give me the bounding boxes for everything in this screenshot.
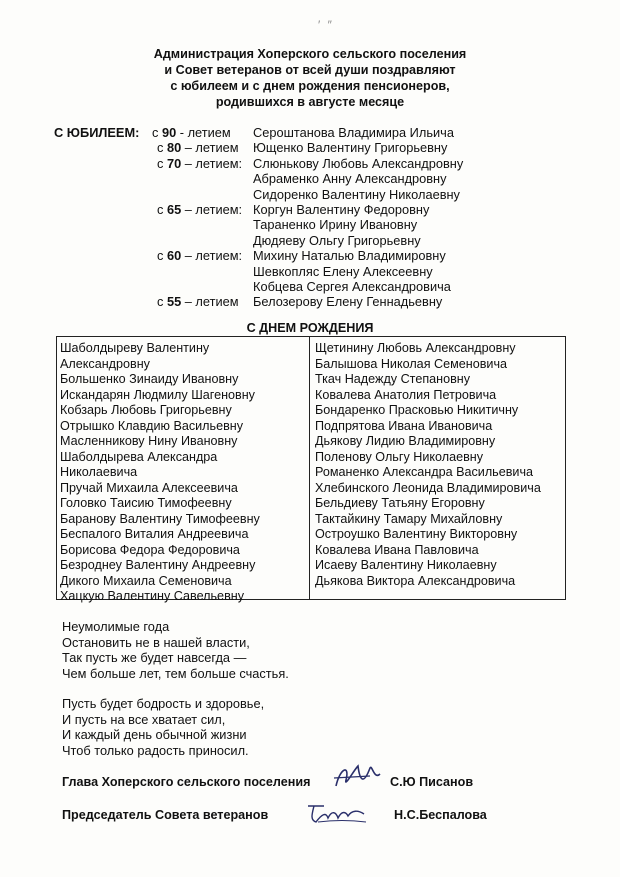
handwritten-signature-icon xyxy=(304,800,370,826)
birthday-column-left xyxy=(60,341,306,605)
poem-line: Чтоб только радость приносил. xyxy=(62,742,249,758)
jubilee-name: Коргун Валентину Федоровну xyxy=(253,202,430,217)
header-line: родившихся в августе месяце xyxy=(215,95,405,109)
poem-line: И пусть на все хватает сил, xyxy=(62,711,226,727)
poem-line: Остановить не в нашей власти, xyxy=(62,634,250,650)
list-item: Безроднеу Валентину Андреевну xyxy=(60,558,256,572)
jubilee-name: Белозерову Елену Геннадьевну xyxy=(253,294,443,310)
table-divider xyxy=(309,337,310,599)
list-item: Поленову Ольгу Николаевну xyxy=(315,449,484,464)
jubilee-name: Кобцева Сергея Александровича xyxy=(253,278,451,294)
list-item: Ковалева Ивана Павловича xyxy=(315,542,479,557)
list-item: Шаболдыреву Валентину xyxy=(60,341,210,355)
jubilee-names xyxy=(253,156,463,202)
list-item: Дьякова Виктора Александровича xyxy=(315,573,516,588)
list-item: Отрышко Клавдию Васильевну xyxy=(60,418,244,433)
birthday-column-right xyxy=(315,341,563,589)
list-item: Хлебинского Леонида Владимировича xyxy=(315,480,541,495)
list-item: Пручай Михаила Алексеевича xyxy=(60,480,238,495)
jubilee-age-label: с 90 - летием xyxy=(152,125,231,140)
list-item: Головко Таисию Тимофеевну xyxy=(60,496,232,510)
scan-mark: ′ ″ xyxy=(318,18,334,32)
list-item: Романенко Александра Васильевича xyxy=(315,465,534,479)
poem-line: Чем больше лет, тем больше счастья. xyxy=(62,665,289,681)
list-item: Тактайкину Тамару Михайловну xyxy=(315,511,503,526)
list-item: Большенко Зинаиду Ивановну xyxy=(60,372,239,386)
handwritten-signature-icon xyxy=(330,760,386,794)
jubilee-name: Дюдяеву Ольгу Григорьевну xyxy=(253,232,421,248)
list-item: Баранову Валентину Тимофеевну xyxy=(60,511,260,526)
list-item: Ткач Надежду Степановну xyxy=(315,372,471,386)
jubilee-name: Шевкопляс Елену Алексеевну xyxy=(253,263,433,279)
list-item: Николаевича xyxy=(60,465,138,479)
jubilee-names xyxy=(253,248,451,294)
jubilee-name: Слюнькову Любовь Александровну xyxy=(253,155,464,171)
header-line: с юбилеем и с днем рождения пенсионеров, xyxy=(170,79,450,93)
jubilee-name: Михину Наталью Владимировну xyxy=(253,248,446,264)
list-item: Искандарян Людмилу Шагеновну xyxy=(60,387,255,402)
jubilee-name: Сероштанова Владимира Ильича xyxy=(253,125,454,140)
signature-title-head: Глава Хоперского сельского поселения xyxy=(62,775,311,789)
list-item: Беспалого Виталия Андреевича xyxy=(60,527,249,541)
poem-line: Неумолимые года xyxy=(62,619,170,634)
header-line: Администрация Хоперского сельского поселения xyxy=(153,47,467,61)
birthday-title: С ДНЕМ РОЖДЕНИЯ xyxy=(246,321,374,335)
list-item: Масленникову Нину Ивановну xyxy=(60,434,238,448)
jubilee-names xyxy=(253,294,442,309)
jubilee-name: Абраменко Анну Александровну xyxy=(253,171,447,187)
jubilee-name: Ющенко Валентину Григорьевну xyxy=(253,140,448,156)
poem-stanza-1 xyxy=(62,619,289,681)
list-item: Хацкую Валентину Савельевну xyxy=(60,589,245,603)
list-item: Бельдиеву Татьяну Егоровну xyxy=(315,496,485,510)
jubilee-name: Тараненко Ирину Ивановну xyxy=(253,217,418,233)
list-item: Подпрятова Ивана Ивановича xyxy=(315,418,493,433)
greeting-header xyxy=(120,46,500,110)
poem-stanza-2 xyxy=(62,696,264,758)
poem-line: Пусть будет бодрость и здоровье, xyxy=(62,696,265,711)
jubilee-age-label: с 65 – летием: xyxy=(157,202,243,217)
poem-line: Так пусть же будет навсегда — xyxy=(62,650,247,666)
list-item: Бондаренко Прасковью Никитичну xyxy=(315,403,519,417)
signature-name-head: С.Ю Писанов xyxy=(390,775,474,789)
list-item: Кобзарь Любовь Григорьевну xyxy=(60,403,232,417)
signature-name-veterans: Н.С.Беспалова xyxy=(394,808,487,822)
jubilee-age-label: с 80 – летием xyxy=(157,140,239,156)
header-line: и Совет ветеранов от всей души поздравляют xyxy=(164,63,456,77)
signature-title-veterans: Председатель Совета ветеранов xyxy=(62,808,269,822)
list-item: Балышова Николая Семеновича xyxy=(315,356,508,371)
jubilee-age-label: с 60 – летием: xyxy=(157,248,243,264)
list-item: Остроушко Валентину Викторовну xyxy=(315,527,518,541)
jubilee-names xyxy=(253,202,429,248)
list-item: Дьякову Лидию Владимировну xyxy=(315,434,496,448)
birthday-table xyxy=(56,336,566,603)
list-item: Исаеву Валентину Николаевну xyxy=(315,558,497,572)
poem-line: И каждый день обычной жизни xyxy=(62,727,247,743)
list-item: Борисова Федора Федоровича xyxy=(60,542,240,557)
list-item: Александровну xyxy=(60,356,150,371)
jubilee-heading: С ЮБИЛЕЕМ: xyxy=(54,125,140,140)
list-item: Дикого Михаила Семеновича xyxy=(60,573,232,588)
jubilee-name: Сидоренко Валентину Николаевну xyxy=(253,186,460,202)
jubilee-names xyxy=(253,140,447,155)
list-item: Щетинину Любовь Александровну xyxy=(315,341,516,355)
list-item: Шаболдырева Александра xyxy=(60,449,218,464)
jubilee-names xyxy=(253,125,454,140)
list-item: Ковалева Анатолия Петровича xyxy=(315,387,497,402)
jubilee-age-label: с 70 – летием: xyxy=(157,155,243,171)
jubilee-age-label: с 55 – летием xyxy=(157,294,239,310)
